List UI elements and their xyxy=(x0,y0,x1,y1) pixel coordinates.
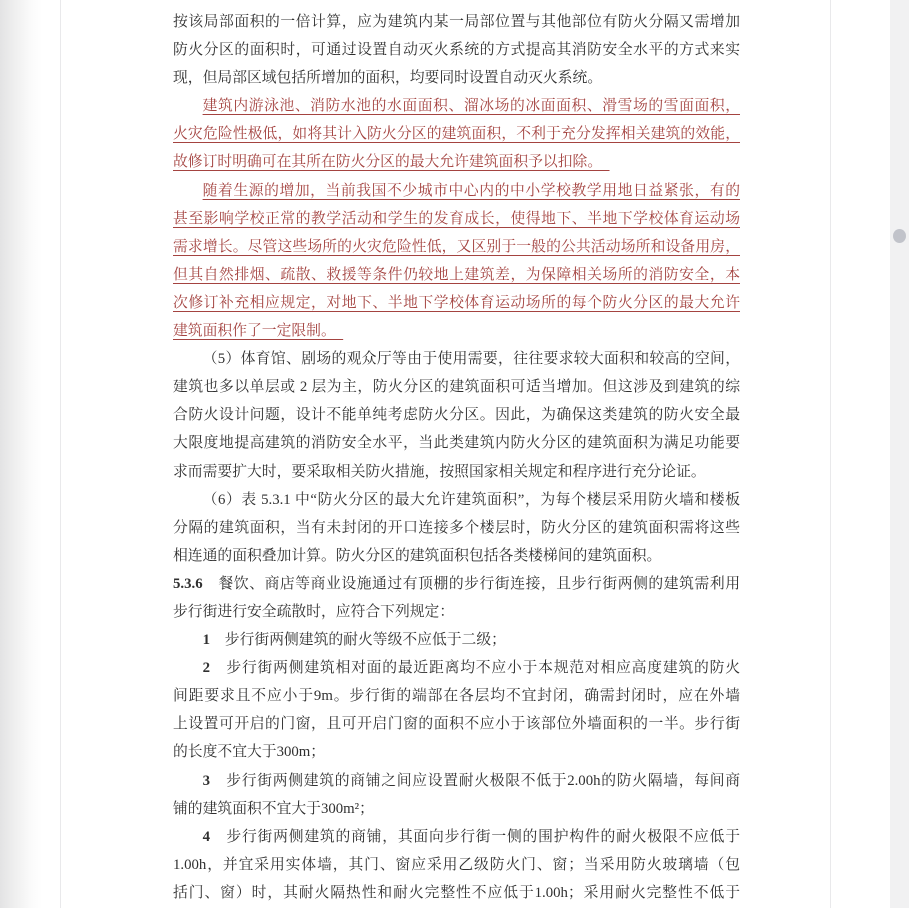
text-line: 故修订时明确可在其所在防火分区的最大允许建筑面积予以扣除。 xyxy=(173,154,610,171)
text-line: 1.00h，并宜采用实体墙，其门、窗应采用乙级防火门、窗；当采用防火玻璃墙（包 xyxy=(173,856,740,873)
clause-number: 3 xyxy=(202,772,210,789)
text-line: 大限度地提高建筑的消防安全水平，当此类建筑内防火分区的建筑面积为满足功能要 xyxy=(173,435,740,452)
clause-text-line: 4 步行街两侧建筑的商铺，其面向步行街一侧的围护构件的耐火极限不应低于 xyxy=(202,828,740,845)
text-line: （6）表 5.3.1 中“防火分区的最大允许建筑面积”，为每个楼层采用防火墙和楼板 xyxy=(202,491,740,508)
text-line: 甚至影响学校正常的教学活动和学生的发育成长，使得地下、半地下学校体育运动场 xyxy=(173,210,740,227)
clause-number: 1 xyxy=(202,632,210,649)
document-text-block xyxy=(173,8,740,907)
text-line: 建筑面积作了一定限制。 xyxy=(173,323,344,340)
text-line: 建筑也多以单层或 2 层为主，防火分区的建筑面积可适当增加。但这涉及到建筑的综 xyxy=(173,379,740,396)
text-line: 括门、窗）时，其耐火隔热性和耐火完整性不应低于1.00h；采用耐火完整性不低于 xyxy=(173,884,740,901)
text-line: 合防火设计问题，设计不能单纯考虑防火分区。因此，为确保这类建筑的防火安全最 xyxy=(173,407,740,424)
text-line: 防火分区的面积时，可通过设置自动灭火系统的方式提高其消防安全水平的方式来实 xyxy=(173,42,740,59)
text-line: 间距要求且不应小于9m。步行街的端部在各层均不宜封闭，确需封闭时，应在外墙 xyxy=(173,688,740,705)
vertical-scrollbar-thumb[interactable] xyxy=(893,229,906,243)
text-line: 次修订补充相应规定，对地下、半地下学校体育运动场所的每个防火分区的最大允许 xyxy=(173,294,740,311)
text-line: 求而需要扩大时，要采取相关防火措施，按照国家相关规定和程序进行充分论证。 xyxy=(173,463,706,480)
text-line: 需求增长。尽管这些场所的火灾危险性低，又区别于一般的公共活动场所和设备用房， xyxy=(173,238,740,255)
text-line: 分隔的建筑面积，当有未封闭的开口连接多个楼层时，防火分区的建筑面积需将这些 xyxy=(173,519,740,536)
text-line: 现，但局部区域包括所增加的面积，均要同时设置自动灭火系统。 xyxy=(173,70,603,87)
text-line: 铺的建筑面积不宜大于300m²； xyxy=(173,800,374,817)
text-line: 上设置可开启的门窗，且可开启门窗的面积不应小于该部位外墙面积的一半。步行街 xyxy=(173,716,740,733)
page-right-border xyxy=(830,0,831,908)
text-line: 建筑内游泳池、消防水池的水面面积、溜冰场的冰面面积、滑雪场的雪面面积， xyxy=(202,98,740,115)
clause-number: 4 xyxy=(202,828,210,845)
text-line: 火灾危险性极低，如将其计入防火分区的建筑面积，不利于充分发挥相关建筑的效能， xyxy=(173,126,740,143)
clause-number: 5.3.6 xyxy=(173,575,203,592)
text-line: 但其自然排烟、疏散、救援等条件仍较地上建筑差，为保障相关场所的消防安全，本 xyxy=(173,266,740,283)
text-line: 相连通的面积叠加计算。防火分区的建筑面积包括各类楼梯间的建筑面积。 xyxy=(173,547,662,564)
text-line: 按该局部面积的一倍计算，应为建筑内某一局部位置与其他部位有防火分隔又需增加 xyxy=(173,14,740,30)
text-line: 随着生源的增加，当前我国不少城市中心内的中小学校教学用地日益紧张，有的 xyxy=(202,182,740,199)
window-edge-shadow xyxy=(0,0,42,908)
clause-text-line: 2 步行街两侧建筑相对面的最近距离均不应小于本规范对相应高度建筑的防火 xyxy=(202,660,740,677)
clause-text-line: 5.3.6 餐饮、商店等商业设施通过有顶棚的步行街连接，且步行街两侧的建筑需利用 xyxy=(173,575,740,592)
text-line: 的长度不宜大于300m； xyxy=(173,744,326,761)
clause-text-line: 1 步行街两侧建筑的耐火等级不应低于二级； xyxy=(202,632,506,649)
page-left-border xyxy=(60,0,61,908)
text-line: 步行街进行安全疏散时，应符合下列规定： xyxy=(173,603,455,620)
vertical-scrollbar-track[interactable] xyxy=(890,0,909,908)
clause-text-line: 3 步行街两侧建筑的商铺之间应设置耐火极限不低于2.00h的防火隔墙，每间商 xyxy=(202,772,740,789)
text-line: （5）体育馆、剧场的观众厅等由于使用需要，往往要求较大面积和较高的空间， xyxy=(202,351,740,368)
clause-number: 2 xyxy=(202,660,210,677)
